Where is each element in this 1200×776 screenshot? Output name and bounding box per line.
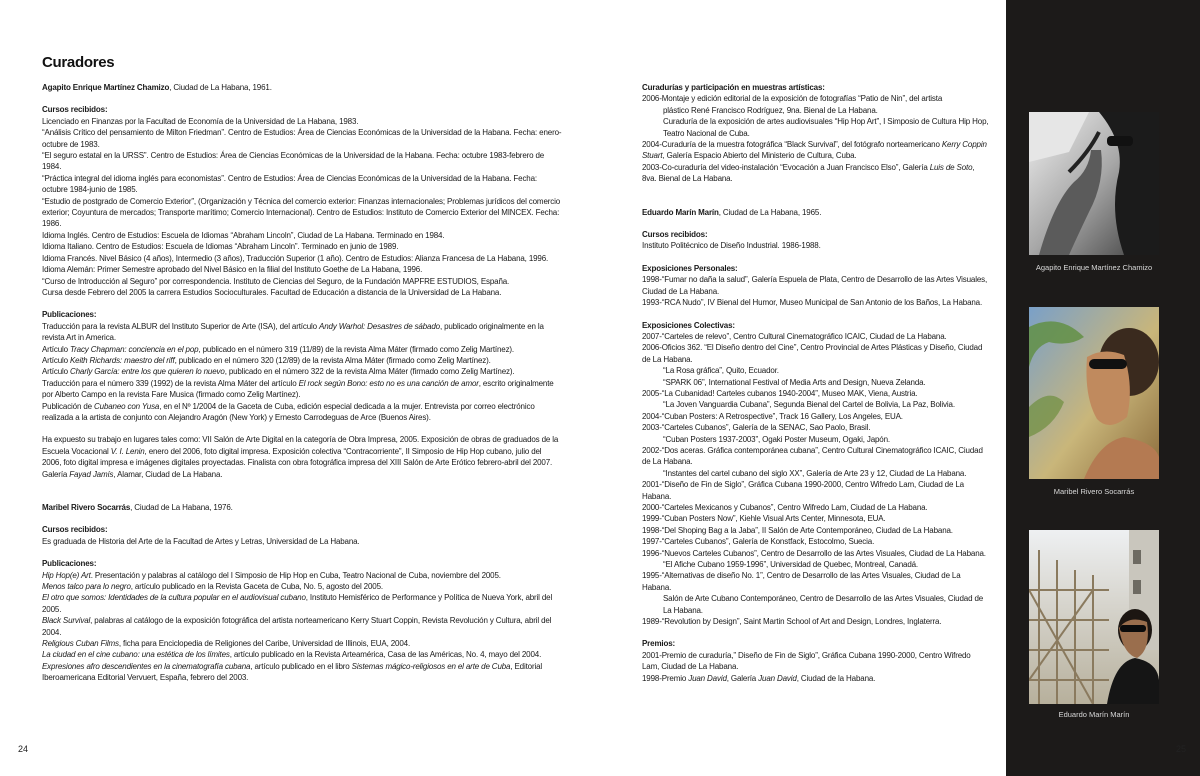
text-line	[642, 445, 989, 468]
text-line	[642, 638, 989, 649]
text-span: “La Rosa gráfica”, Quito, Ecuador.	[663, 366, 779, 376]
photo-caption: Maribel Rivero Socarrás	[1053, 487, 1135, 496]
text-span: Traducción para el número 339 (1992) de la revista Alma Máter del artículo	[42, 378, 299, 388]
italic-title: Juan David	[688, 673, 727, 683]
text-line	[642, 263, 989, 274]
text-span: “Estudio de postgrado de Comercio Exterior”, (Organización y Técnica del comercio exterior: Finanzas internacionales; Problemas jurídicos del comercio exterior; Coyuntura de mercados; Transporte marítimo; Comercio Internacional). Centro de Estudios: Instituto de Comercio Exterior del MINCEX. Fecha: 1986.	[42, 196, 561, 229]
text-line	[642, 616, 989, 627]
text-line	[642, 240, 989, 251]
page-number-right: 25	[1176, 744, 1187, 754]
text-line	[642, 377, 989, 388]
text-line	[642, 274, 989, 297]
bold-text: Curadurías y participación en muestras artísticas:	[642, 83, 825, 92]
text-span: Idioma Inglés. Centro de Estudios: Escuela de Idiomas “Abraham Lincoln”, Ciudad de La Habana. Terminado en 1984.	[42, 230, 445, 240]
paragraph-spacer	[642, 185, 989, 207]
text-line	[42, 615, 562, 638]
text-line	[642, 434, 989, 445]
text-span: , publicado originalmente en la revista Art in America.	[42, 321, 544, 343]
text-span: “Práctica integral del idioma inglés para economistas”. Centro de Estudios: Área de Ciencias Económicas de la Universidad de la Habana. Fecha: octubre 1984-junio de 1985.	[42, 173, 537, 195]
text-span: , palabras al catálogo de la exposición fotográfica del artista norteamericano Kerry Stuart Coppin, Revista Revolución y Cultura, abril del 2004.	[42, 616, 552, 637]
italic-title: Menos talco para lo negro	[42, 582, 131, 592]
text-span: Idioma Alemán: Primer Semestre aprobado del Nivel Básico en la filial del Instituto Goethe de La Habana, 1996.	[42, 265, 423, 275]
paragraph-spacer	[642, 627, 989, 638]
text-span: , en el Nº 1/2004 de la Gaceta de Cuba, edición especial dedicada a la mujer. Entrevista por correo electrónico realizada a la artista de conjunto con Alejandro Aragón (New York) y Ernesto Carrodeguas de Arce (Buenos Aires).	[42, 401, 535, 422]
italic-title: Juan David	[758, 673, 797, 683]
text-line	[42, 581, 562, 592]
text-line	[642, 331, 989, 342]
text-line	[642, 513, 989, 524]
text-line	[642, 399, 989, 410]
bold-text: Agapito Enrique Martínez Chamizo	[42, 83, 170, 92]
text-line	[642, 105, 989, 116]
paragraph-spacer	[42, 513, 562, 524]
text-span: . Presentación y palabras al catálogo del I Simposio de Hip Hop en Cuba, Teatro Nacional de Cuba, noviembre del 2005.	[90, 570, 501, 580]
text-line	[642, 229, 989, 240]
italic-title: El otro que somos: Identidades de la cultura popular en el audiovisual cubano	[42, 593, 306, 603]
text-line	[642, 411, 989, 422]
text-line	[642, 422, 989, 433]
text-span: 1993-“RCA Nudo”, IV Bienal del Humor, Museo Municipal de San Antonio de los Baños, La Habana.	[642, 298, 983, 308]
italic-title: El rock según Bono: esto no es una canción de amor	[298, 378, 479, 388]
text-span: Traducción para la revista ALBUR del Instituto Superior de Arte (ISA), del artículo	[42, 321, 320, 331]
text-line	[42, 230, 562, 241]
text-line	[642, 162, 989, 185]
left-column-text	[42, 82, 562, 684]
italic-title: Black Survival	[42, 616, 91, 626]
text-line	[42, 558, 562, 569]
text-span: 2007-“Carteles de relevo”, Centro Cultural Cinematográfico ICAIC, Ciudad de La Habana.	[642, 331, 947, 341]
text-line	[42, 524, 562, 535]
text-span: “Análisis Crítico del pensamiento de Milton Friedman”. Centro de Estudios: Área de Ciencias Económicas de la Universidad de la Habana. Fecha: enero-octubre de 1983.	[42, 128, 562, 149]
paragraph-spacer	[42, 547, 562, 558]
text-line	[42, 502, 562, 513]
text-span: 2006-Montaje y edición editorial de la exposición de fotografías “Patio de Nin”, del artista	[642, 94, 943, 104]
text-line	[642, 93, 989, 104]
photo-caption: Eduardo Marín Marín	[1058, 710, 1130, 719]
bold-text: Publicaciones:	[42, 310, 97, 320]
paragraph-spacer	[42, 480, 562, 502]
text-line	[42, 355, 562, 366]
text-span: , artículo publicado en la Revista Gaceta de Cuba, No. 5, agosto del 2005.	[130, 582, 383, 592]
text-line	[42, 104, 562, 115]
text-span: , ficha para Enciclopedia de Religiones del Caribe, Universidad de Illinois, EUA, 2004.	[118, 639, 411, 649]
text-line	[642, 365, 989, 376]
text-span: , Ciudad de La Habana, 1976.	[130, 503, 233, 512]
text-span: Artículo	[42, 367, 70, 377]
text-line	[642, 502, 989, 513]
text-line	[642, 673, 989, 684]
text-span: 2003-“Carteles Cubanos”, Galería de la SENAC, Sao Paolo, Brasil.	[642, 423, 871, 433]
bold-text: Cursos recibidos:	[42, 105, 108, 115]
text-span: “Cuban Posters 1937-2003”, Ogaki Poster Museum, Ogaki, Japón.	[663, 434, 890, 444]
text-span: 1999-“Cuban Posters Now”, Kiehle Visual Arts Center, Minnesota, EUA.	[642, 514, 886, 524]
italic-title: Fayad Jamís	[69, 469, 114, 479]
text-span: , Ciudad de La Habana, 1961.	[169, 83, 272, 92]
bold-text: Cursos recibidos:	[642, 230, 708, 240]
text-line	[642, 570, 989, 593]
bold-text: Publicaciones:	[42, 559, 97, 569]
text-span: Licenciado en Finanzas por la Facultad de Economía de la Universidad de La Habana, 1983.	[42, 116, 359, 126]
text-span: “Curso de Introducción al Seguro” por correspondencia. Instituto de Ciencias del Seguro, de la Fundación MAPFRE ESTUDIOS, España.	[42, 276, 510, 286]
text-span: Cursa desde Febrero del 2005 la carrera Estudios Socioculturales. Facultad de Educación a distancia de la Universidad de La Habana.	[42, 287, 502, 297]
paragraph-spacer	[42, 423, 562, 434]
text-line	[642, 207, 989, 218]
page-number-left: 24	[18, 744, 29, 754]
text-span: “SPARK 06”, International Festival of Media Arts and Design, Nueva Zelanda.	[663, 377, 926, 387]
text-span: , enero del 2006, foto digital impresa. Exposición colectiva “Contracorriente”, II Simposio de Hip Hop cubano, julio del 2006, foto digital impresa e imágenes digitales proyectadas. Finalista con obra fotográfica impresa del XIII Salón de Arte Erótico febrero-abril del 2007. Galería	[42, 446, 553, 479]
portrait-photo-maribel	[1029, 307, 1159, 479]
paragraph-spacer	[642, 309, 989, 320]
text-line	[42, 378, 562, 401]
text-line	[42, 173, 562, 196]
text-line	[42, 401, 562, 424]
text-line	[642, 116, 989, 139]
text-span: 2001-“Diseño de Fin de Siglo”, Gráfica Cubana 1990-2000, Centro Wifredo Lam, Ciudad de La Habana.	[642, 480, 964, 501]
text-span: 1998-Premio	[642, 673, 689, 683]
text-span: Publicación de	[42, 401, 95, 411]
text-line	[642, 548, 989, 559]
text-span: 2003-Co-curaduría del video-instalación “Evocación a Juan Francisco Elso”, Galería	[642, 162, 930, 172]
text-span: 2000-“Carteles Mexicanos y Cubanos”, Centro Wifredo Lam, Ciudad de La Habana.	[642, 503, 928, 512]
italic-title: Hip Hop(e) Art	[42, 570, 91, 580]
text-line	[642, 559, 989, 570]
text-line	[42, 321, 562, 344]
text-span: 2004-“Cuban Posters: A Retrospective”, Track 16 Gallery, Los Angeles, EUA.	[642, 411, 903, 421]
text-line	[642, 320, 989, 331]
text-line	[42, 649, 562, 660]
text-line	[42, 434, 562, 480]
italic-title: Kerry Coppin Stuart	[642, 140, 987, 161]
bold-text: Maribel Rivero Socarrás	[42, 503, 131, 512]
text-line	[642, 650, 989, 673]
text-line	[642, 297, 989, 308]
text-span: 1996-“Nuevos Carteles Cubanos”, Centro de Desarrollo de las Artes Visuales, Ciudad de La Habana.	[642, 548, 986, 558]
text-line	[42, 592, 562, 615]
photo-caption: Agapito Enrique Martínez Chamizo	[1035, 263, 1153, 272]
text-line	[42, 661, 562, 684]
text-line	[642, 342, 989, 365]
italic-title: Tracy Chapman: conciencia en el pop	[70, 344, 199, 354]
italic-title: Keith Richards: maestro del riff	[70, 355, 175, 365]
text-span: , 8va. Bienal de La Habana.	[642, 162, 975, 184]
text-span: “El Afiche Cubano 1959-1996”, Universidad de Quebec, Montreal, Canadá.	[663, 560, 918, 570]
text-line	[42, 127, 562, 150]
bold-text: Cursos recibidos:	[42, 525, 108, 535]
text-span: Curaduría de la exposición de artes audiovisuales “Hip Hop Art”, I Simposio de Cultura Hip Hop, Teatro Nacional de Cuba.	[663, 117, 989, 138]
text-span: “El seguro estatal en la URSS”. Centro de Estudios: Área de Ciencias Económicas de la Universidad de la Habana. Fecha: octubre 1983-febrero de 1984.	[42, 151, 545, 172]
italic-title: Cubaneo con Yusa	[94, 401, 160, 411]
text-span: , Ciudad de la Habana.	[796, 673, 876, 683]
italic-title: Andy Warhol: Desastres de sábado	[319, 321, 440, 331]
text-line	[42, 287, 562, 298]
text-span: , artículo publicado en el libro	[250, 661, 352, 671]
text-line	[42, 116, 562, 127]
page-heading: Curadores	[42, 54, 115, 71]
text-line	[642, 525, 989, 536]
paragraph-spacer	[42, 93, 562, 104]
text-span: , publicado en el número 319 (11/89) de la revista Alma Máter (firmado como Zelig Martínez).	[198, 344, 515, 354]
text-line	[42, 241, 562, 252]
text-span: 1989-“Revolution by Design”, Saint Martin School of Art and Design, Londres, Inglaterra.	[642, 617, 942, 627]
text-span: “Instantes del cartel cubano del siglo XX”, Galería de Arte 23 y 12, Ciudad de La Habana.	[663, 468, 967, 478]
text-span: Idioma Francés. Nivel Básico (4 años), Intermedio (3 años), Traducción Superior (1 año). Centro de Estudios: Alianza Francesa de La Habana, 1996.	[42, 253, 549, 263]
text-line	[642, 468, 989, 479]
italic-title: Sistemas mágico-religiosos en el arte de Cuba	[351, 661, 511, 671]
text-span: 2001-Premio de curaduría,” Diseño de Fin de Siglo”, Gráfica Cubana 1990-2000, Centro Wifredo Lam, Ciudad de La Habana.	[642, 650, 971, 672]
text-span: , artículo publicado en la Revista Arteamérica, Casa de las Américas, No. 4, mayo del 2004.	[229, 650, 542, 660]
portrait-photo-agapito	[1029, 112, 1159, 255]
text-line	[642, 536, 989, 547]
text-line	[42, 344, 562, 355]
text-span: , Ciudad de La Habana, 1965.	[718, 207, 822, 217]
text-line	[42, 536, 562, 547]
text-span: 2002-“Dos aceras. Gráfica contemporánea cubana”, Centro Cultural Cinematográfico ICAIC, Ciudad de La Habana.	[642, 445, 983, 467]
text-line	[642, 82, 989, 93]
portrait-photo-eduardo	[1029, 530, 1159, 704]
italic-title: Luis de Soto	[929, 162, 973, 172]
text-line	[642, 593, 989, 616]
paragraph-spacer	[42, 298, 562, 309]
text-span: Artículo	[42, 344, 70, 354]
italic-title: La ciudad en el cine cubano: una estética de los límites	[42, 650, 230, 660]
text-line	[42, 150, 562, 173]
text-line	[42, 366, 562, 377]
text-line	[42, 570, 562, 581]
text-span: 1998-“Fumar no daña la salud”, Galería Espuela de Plata, Centro de Desarrollo de las Artes Visuales, Ciudad de La Habana.	[642, 275, 988, 296]
text-span: , publicado en el número 322 de la revista Alma Máter (firmado como Zelig Martínez).	[224, 367, 515, 377]
italic-title: Religious Cuban Films	[42, 639, 119, 649]
bold-text: Eduardo Marín Marín	[642, 207, 719, 217]
text-line	[642, 139, 989, 162]
text-line	[42, 82, 562, 93]
text-span: 1998-“Del Shoping Bag a la Jaba”, II Salón de Arte Contemporáneo, Ciudad de La Habana.	[642, 525, 953, 535]
italic-title: Expresiones afro descendientes en la cinematografía cubana	[42, 661, 251, 671]
text-line	[42, 276, 562, 287]
italic-title: V. I. Lenin	[110, 446, 145, 456]
text-span: , escrito originalmente por Alberto Campo en la revista Fare Musica (firmado como Zelig Martínez).	[42, 378, 554, 400]
right-column-text	[642, 82, 989, 684]
text-span: Ha expuesto su trabajo en lugares tales como: VII Salón de Arte Digital en la categoría de Obra Impresa, 2005. Exposición de obras de graduados de la Escuela Vocacional	[42, 435, 559, 456]
text-line	[642, 479, 989, 502]
text-span: 2004-Curaduría de la muestra fotográfica “Black Survival”, del fotógrafo norteamericano	[642, 140, 942, 150]
text-span: , Editorial Iberoamericana Editorial Vervuert, España, febrero del 2003.	[42, 661, 543, 683]
text-span: “La Joven Vanguardia Cubana”, Segunda Bienal del Cartel de Bolivia, La Paz, Bolivia.	[663, 400, 955, 410]
text-span: 1997-“Carteles Cubanos”, Galería de Konstfack, Estocolmo, Suecia.	[642, 537, 875, 547]
text-span: , Instituto Hemisférico de Performance y Política de Nueva York, abril del 2005.	[42, 593, 553, 614]
text-span: Salón de Arte Cubano Contemporáneo, Centro de Desarrollo de las Artes Visuales, Ciudad de La Habana.	[663, 594, 984, 615]
text-line	[42, 196, 562, 230]
paragraph-spacer	[642, 252, 989, 263]
bold-text: Exposiciones Colectivas:	[642, 320, 735, 330]
text-line	[42, 309, 562, 320]
text-span: Es graduada de Historia del Arte de la Facultad de Artes y Letras, Universidad de La Habana.	[42, 536, 360, 546]
text-span: , Alamar, Ciudad de La Habana.	[113, 469, 223, 479]
italic-title: Charly García: entre los que quieren lo nuevo	[70, 367, 225, 377]
text-span: , Galería	[726, 673, 759, 683]
bold-text: Exposiciones Personales:	[642, 263, 738, 273]
text-span: 2006-Oficios 362. “El Diseño dentro del Cine”, Centro Provincial de Artes Plásticas y Diseño, Ciudad de La Habana.	[642, 343, 983, 364]
text-span: Idioma Italiano. Centro de Estudios: Escuela de Idiomas “Abraham Lincoln”. Terminado en junio de 1989.	[42, 242, 399, 252]
text-line	[642, 388, 989, 399]
text-span: 2005-“La Cubanidad! Carteles cubanos 1940-2004”, Museo MAK, Viena, Austria.	[642, 388, 918, 398]
text-line	[42, 264, 562, 275]
text-span: Instituto Politécnico de Diseño Industrial. 1986-1988.	[642, 241, 821, 251]
text-span: , Galería Espacio Abierto del Ministerio de Cultura, Cuba.	[662, 151, 857, 161]
paragraph-spacer	[642, 218, 989, 229]
text-span: 1995-“Alternativas de diseño No. 1”, Centro de Desarrollo de las Artes Visuales, Ciudad de La Habana.	[642, 571, 961, 592]
text-line	[42, 638, 562, 649]
bold-text: Premios:	[642, 639, 676, 649]
text-span: , publicado en el número 320 (12/89) de la revista Alma Máter (firmado como Zelig Martínez).	[174, 355, 491, 365]
text-span: Artículo	[42, 355, 70, 365]
text-span: plástico René Francisco Rodríguez, 9na. Bienal de La Habana.	[663, 105, 878, 115]
text-line	[42, 253, 562, 264]
